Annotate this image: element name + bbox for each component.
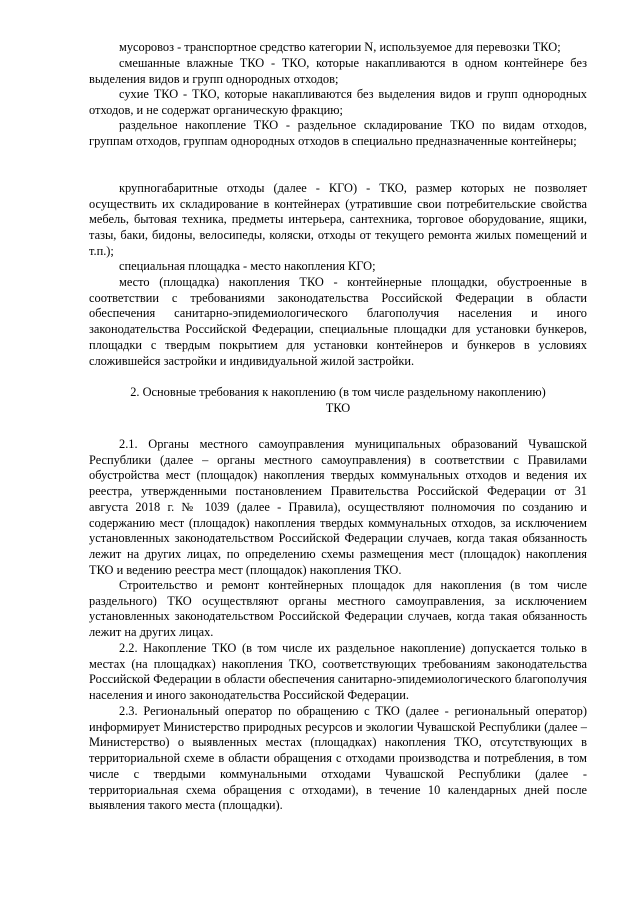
definition-bulky-waste: крупногабаритные отходы (далее - КГО) - ТКО, размер которых не позволяет осуществить их складирование в контейнерах (утратившие свои потребительские свойства мебель, бытовая техника, предметы интерьера, сантехника, торговое оборудование, ящики, тазы, баки, бидоны, велосипеды, коляски, отходы от текущего ремонта жилых помещений и т.п.);	[89, 181, 587, 258]
section-heading-line-2: ТКО	[325, 400, 351, 415]
paragraph-2-2: 2.2. Накопление ТКО (в том числе их раздельное накопление) допускается только в местах (на площадках) накопления ТКО, соответствующих требованиям законодательства Российской Федерации в области обеспечения санитарно-эпидемиологического благополучия населения и иного законодательства Российской Федерации.	[89, 641, 587, 703]
definition-separate-accumulation: раздельное накопление ТКО - раздельное складирование ТКО по видам отходов, группам отходов, группам однородных отходов в специально предназначенные контейнеры;	[89, 118, 587, 148]
definition-dry-msw: сухие ТКО - ТКО, которые накапливаются без выделения видов и групп однородных отходов, и не содержат органическую фракцию;	[89, 87, 587, 117]
paragraph-2-1: 2.1. Органы местного самоуправления муниципальных образований Чувашской Республики (далее – органы местного самоуправления) в соответствии с Правилами обустройства мест (площадок) накопления твердых коммунальных отходов и ведения их реестра, утвержденными постановлением Правительства Российской Федерации от 31 августа 2018 г. № 1039 (далее - Правила), осуществляют полномочия по созданию и содержанию мест (площадок) накопления твердых коммунальных отходов, за исключением установленных законодательством Российской Федерации случаев, когда такая обязанность лежит на других лицах, по определению схемы размещения мест (площадок) накопления ТКО и ведению реестра мест (площадок) накопления ТКО.	[89, 437, 587, 577]
section-heading-line-1: 2. Основные требования к накоплению (в том числе раздельному накоплению)	[130, 385, 546, 399]
definition-accumulation-site: место (площадка) накопления ТКО - контейнерные площадки, обустроенные в соответствии с требованиями законодательства Российской Федерации в области обеспечения санитарно-эпидемиологического благополучия населения и иного законодательства Российской Федерации, специальные площадки для установки бункеров, площадки с твердым покрытием для установки контейнеров и бункеров в условиях сложившейся застройки и индивидуальной жилой застройки.	[89, 275, 587, 368]
paragraph-2-3: 2.3. Региональный оператор по обращению с ТКО (далее - региональный оператор) информирует Министерство природных ресурсов и экологии Чувашской Республики (далее – Министерство) о выявленных местах (площадках) накопления ТКО, отсутствующих в территориальной схеме в области обращения с отходами производства и потребления, в том числе с твердыми коммунальными отходами Чувашской Республики (далее - территориальная схема обращения с отходами), в течение 10 календарных дней после выявления такого места (площадки).	[89, 704, 587, 813]
definition-garbage-truck: мусоровоз - транспортное средство категории N, используемое для перевозки ТКО;	[119, 40, 561, 54]
definition-special-site: специальная площадка - место накопления КГО;	[119, 259, 376, 273]
definition-mixed-wet-msw: смешанные влажные ТКО - ТКО, которые накапливаются в одном контейнере без выделения видов и групп однородных отходов;	[89, 56, 587, 86]
paragraph-construction: Строительство и ремонт контейнерных площадок для накопления (в том числе раздельного) ТКО осуществляют органы местного самоуправления, за исключением установленных законодательством Российской Федерации случаев, когда такая обязанность лежит на других лицах.	[89, 578, 587, 640]
section-heading	[89, 385, 587, 416]
